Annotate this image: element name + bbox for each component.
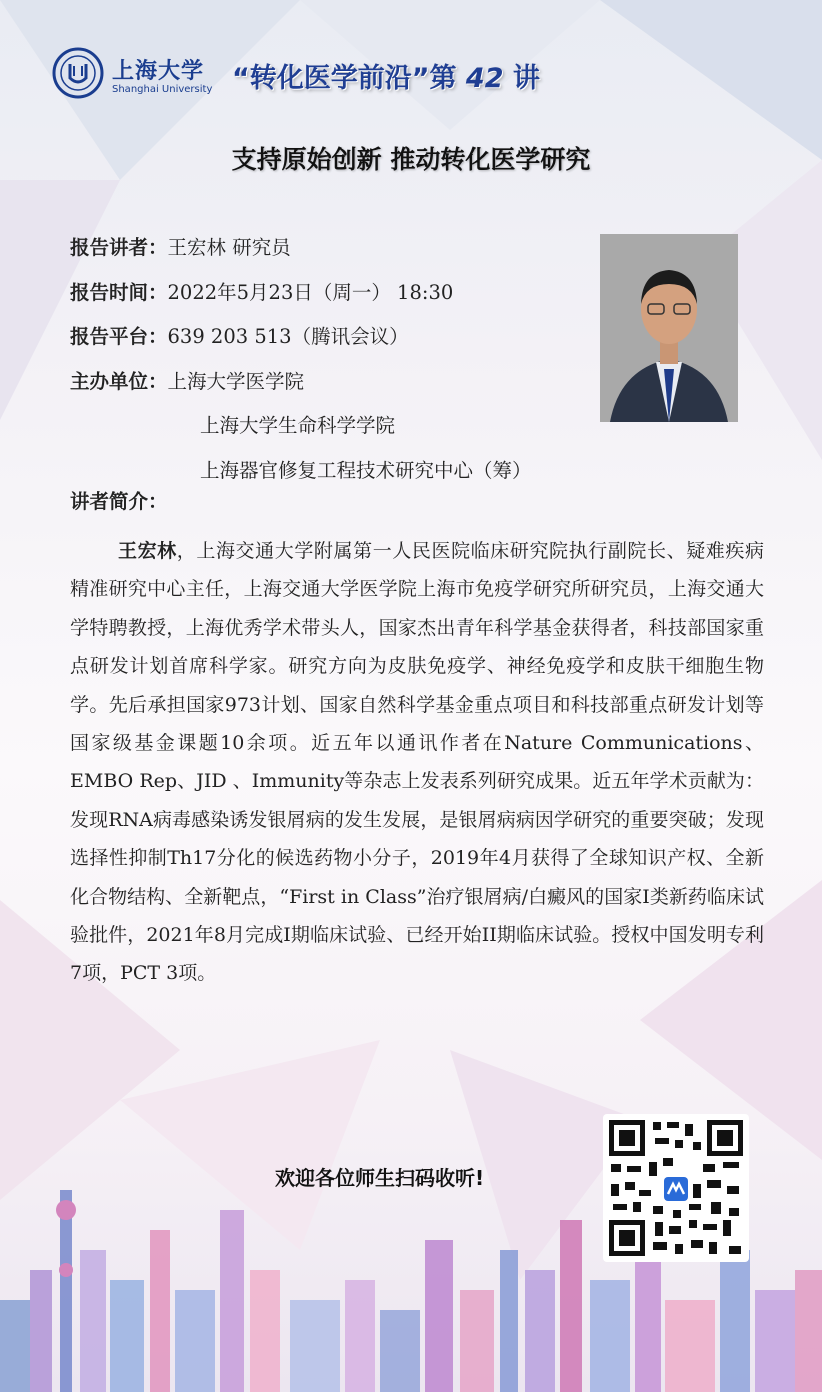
bio-name: 王宏林: [118, 540, 177, 562]
speaker-row: [70, 226, 532, 271]
qr-code[interactable]: [603, 1114, 749, 1262]
talk-info: [70, 226, 532, 493]
platform-value: 639 203 513（腾讯会议）: [167, 325, 409, 348]
series-title: [232, 56, 540, 95]
host-item: 上海器官修复工程技术研究中心（筹）: [200, 458, 532, 482]
bio-paragraph: [70, 532, 764, 993]
bio-text: ，上海交通大学附属第一人民医院临床研究院执行副院长、疑难疾病精准研究中心主任，上海交通大学医学院上海市免疫学研究所研究员，上海交通大学特聘教授，上海优秀学术带头人，国家杰出青年科学基金获得者，科技部国家重点研发计划首席科学家。研究方向为皮肤免疫学、神经免疫学和皮肤干细胞生物学。先后承担国家973计划、国家自然科学基金重点项目和科技部重点研发计划等国家级基金课题10余项。近五年以通讯作者在Nature Communications、 EMBO Rep、JID 、Immunity等杂志上发表系列研究成果。近五年学术贡献为：发现RNA病毒感染诱发银屑病的发生发展，是银屑病病因学研究的重要突破；发现选择性抑制Th17分化的候选药物小分子，2019年4月获得了全球知识产权、全新化合物结构、全新靶点，“First in Class”治疗银屑病/白癜风的国家I类新药临床试验批件，2021年8月完成I期临床试验、已经开始II期临床试验。授权中国发明专利7项，PCT 3项。: [70, 540, 764, 985]
speaker-portrait-icon: [600, 234, 738, 422]
host-item: 上海大学医学院: [167, 369, 305, 393]
host-row-2: [70, 404, 532, 449]
qr-code-icon: [603, 1114, 749, 1262]
page-title: 支持原始创新 推动转化医学研究: [231, 145, 591, 174]
welcome-text: 欢迎各位师生扫码收听!: [275, 1166, 485, 1190]
host-item: 上海大学生命科学学院: [200, 414, 396, 437]
host-row: [70, 360, 532, 405]
speaker-photo: [600, 234, 738, 422]
platform-label: 报告平台：: [70, 325, 168, 348]
logo-name: 上海大学: [112, 58, 205, 84]
series-number: 42: [465, 63, 504, 94]
time-value: 2022年5月23日（周一） 18:30: [167, 280, 454, 304]
speaker-label: 报告讲者：: [70, 236, 168, 259]
bio-heading: 讲者简介：: [70, 490, 168, 513]
time-row: [70, 271, 532, 316]
series-prefix: “转化医学前沿”第: [232, 63, 457, 94]
series-suffix: 讲: [512, 63, 540, 94]
platform-row: [70, 315, 532, 360]
university-emblem-icon: [52, 44, 104, 102]
host-label: 主办单位：: [70, 369, 168, 393]
time-label: 报告时间：: [70, 280, 168, 304]
university-logo: [52, 44, 212, 104]
logo-subtitle: Shanghai University: [112, 84, 213, 95]
speaker-value: 王宏林 研究员: [167, 236, 291, 259]
